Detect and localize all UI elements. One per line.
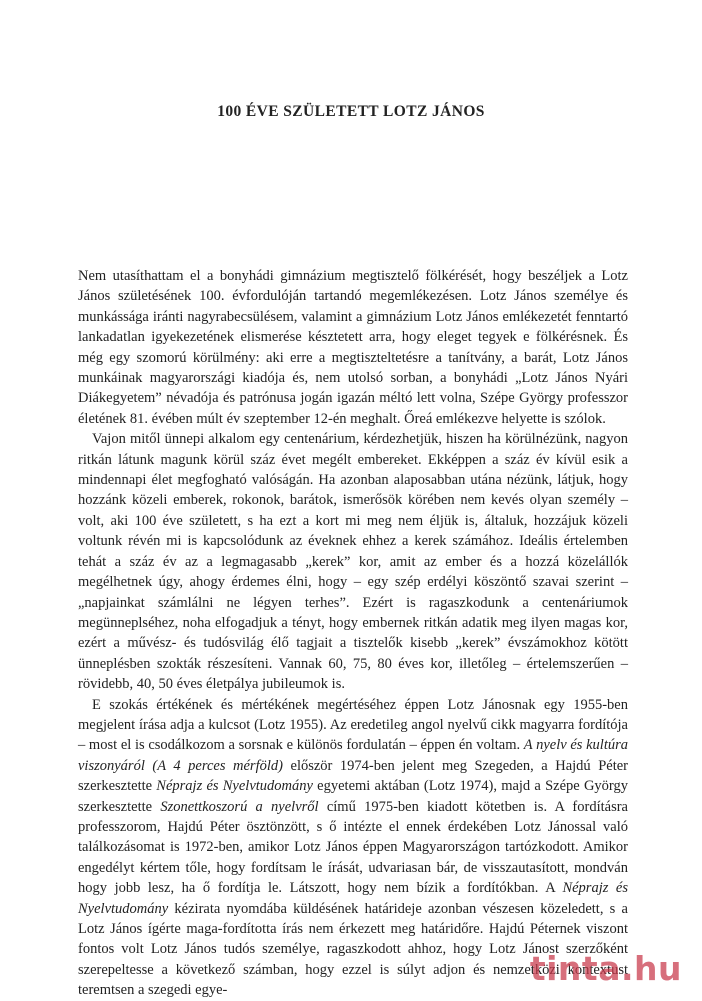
paragraph-text: Vajon mitől ünnepi alkalom egy centenárium, kérdezhetjük, hiszen ha körülnézünk, nagyon ritkán látunk magunk körül száz évet megélt embereket. Ekképpen a száz év kívül esik a mindennapi élet megfogható valóságán. Ha azonban alaposabban utána nézünk, látjuk, hogy hozzánk közeli emberek, rokonok, barátok, ismerősök körében nem kevés olyan személy – volt, aki 100 éve született, s ha ezt a kort mi meg nem éljük is, általuk, hozzájuk közeli voltunk révén mi is kapcsolódunk az éveknek ehhez a kerek számához. Ideális értelemben tehát a száz év az a legmagasabb „kerek” kor, amit az ember és a hozzá közelállók megélhetnek úgy, ahogy érdemes élni, hogy – egy szép erdélyi köszöntő szavai szerint – „napjainkat számlálni ne légyen terhes”. Ezért is ragaszkodunk a centenáriumok megünneplséhez, noha elfogadjuk a tényt, hogy embernek ritkán adatik meg ilyen magas kor, ezért a művész- és tudósvilág élő tagjait a tisztelők kisebb „kerek” évszámokhoz kötött ünneplésben szokták részesíteni. Vannak 60, 75, 80 éves kor, illetőleg – értelemszerűen – rövidebb, 40, 50 éves életpálya jubileumok is. — [78, 431, 628, 693]
paragraph-text: Nem utasíthattam el a bonyhádi gimnázium megtisztelő fölkérését, hogy beszéljek a Lotz János születésének 100. évfordulóján tartandó megemlékezésen. Lotz János személye és munkássága iránti nagyrabecsülésem, valamint a gimnázium Lotz János emlékezetét fenntartó lankadatlan igyekezetének elismerése késztetett arra, hogy eleget tegyek e fölkérésnek. És még egy szomorú körülmény: aki erre a megtiszteltetésre a tanítvány, a barát, Lotz János munkáinak magyarországi kiadója és, nem utolsó sorban, a bonyhádi „Lotz János Nyári Diákegyetem” névadója és patrónusa jogán igazán méltó lett volna, Szépe György professzor életének 81. évében múlt év szeptember 12-én meghalt. Őreá emlékezve helyette is szólok. — [78, 268, 628, 427]
article-body — [78, 266, 628, 1001]
article-title: 100 ÉVE SZÜLETETT LOTZ JÁNOS — [217, 103, 485, 120]
watermark-logo: tinta.hu — [529, 949, 682, 988]
paragraph-text: című 1975-ben kiadott kötetben is. A fordításra professzorom, Hajdú Péter ösztönzött, s ő intézte el ennek érdekében Lotz Jánossal való találkozásomat is 1972-ben, amikor Lotz János éppen Magyarországon tartózkodott. Amikor engedélyt kértem tőle, hogy fordítsam le írását, udvariasan bár, de visszautasított, mondván hogy jobb lesz, ha ő fordítja le. Látszott, hogy nem bízik a fordítókban. A — [78, 798, 628, 897]
paragraph — [78, 266, 628, 429]
paragraph-text: egyetemi aktában (Lotz 1974), majd a Szépe György szerkesztette — [78, 778, 628, 815]
paragraph-text: kézirata nyomdába küldésének határideje azonban vészesen közeledett, s a Lotz János ígérte maga-fordította írás nem érkezett meg határidőre. Hajdú Péternek viszont fontos volt Lotz János tudós személye, ragaszkodott ahhoz, hogy Lotz Jánost szerzőként szerepeltesse a következő számban, hogy ezzel is súlyt adjon és nemzetközi kontextust teremtsen a szegedi egye- — [78, 900, 628, 999]
italic-title-text: A nyelv és kultúra viszonyáról (A 4 perces mérföld) — [78, 737, 628, 774]
italic-title-text: Néprajz és Nyelvtudomány — [78, 880, 629, 917]
italic-title-text: Szonettkoszorú a nyelvről — [160, 798, 319, 815]
paragraph-text: E szokás értékének és mértékének megértéséhez éppen Lotz Jánosnak egy 1955-ben megjelent írása adja a kulcsot (Lotz 1955). Az eredetileg angol nyelvű cikk magyarra fordítója – most el is csodálkozom a sorsnak e különös fordulatán – éppen én voltam. — [78, 696, 628, 754]
paragraph — [78, 429, 628, 694]
italic-title-text: Néprajz és Nyelvtudomány — [156, 778, 313, 795]
paragraph-text: először 1974-ben jelent meg Szegeden, a Hajdú Péter szerkesztette — [78, 757, 628, 795]
